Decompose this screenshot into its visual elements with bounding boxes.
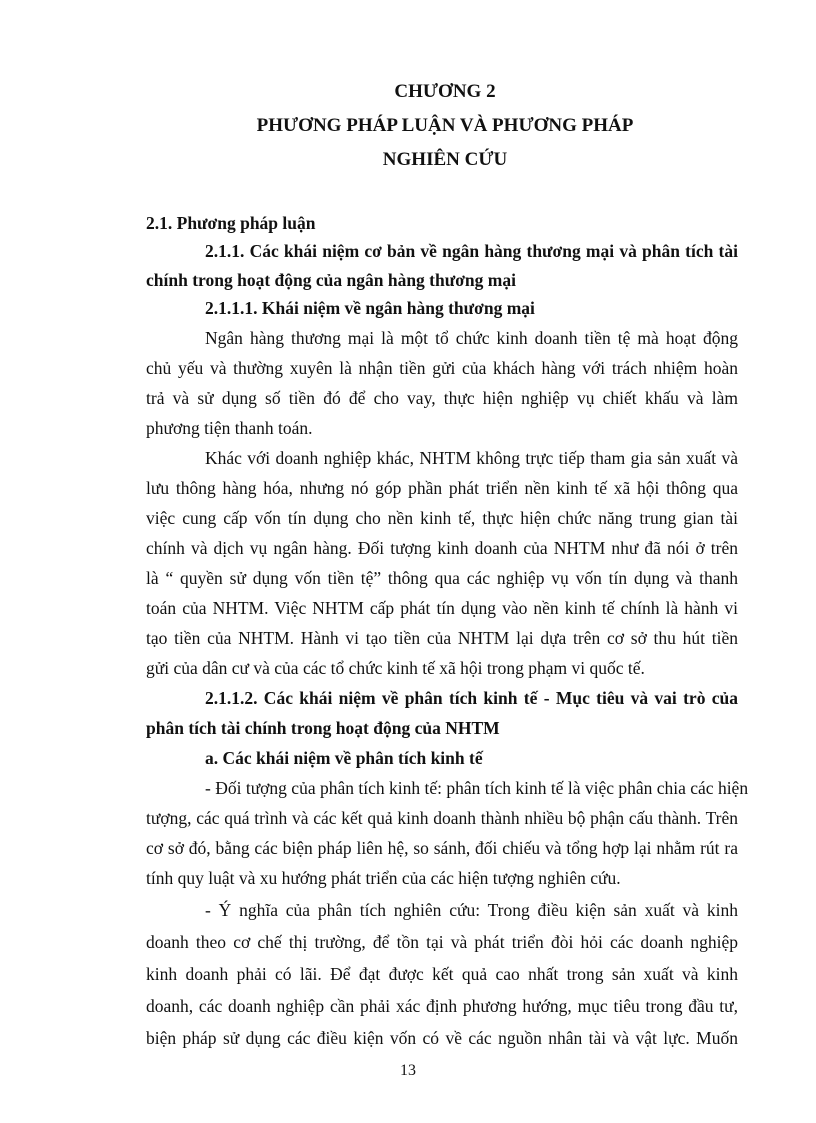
paragraph-line: Khác với doanh nghiệp khác, NHTM không trực tiếp tham gia sản xuất và xyxy=(205,448,738,468)
paragraph-line: biện pháp sử dụng các điều kiện vốn có về các nguồn nhân tài và vật lực. Muốn xyxy=(146,1028,738,1048)
section-heading-2-1-1-1: 2.1.1.1. Khái niệm về ngân hàng thương mại xyxy=(205,298,535,318)
paragraph-line: - Ý nghĩa của phân tích nghiên cứu: Trong điều kiện sản xuất và kinh xyxy=(205,900,738,920)
page-number: 13 xyxy=(400,1062,416,1079)
paragraph-line: chủ yếu và thường xuyên là nhận tiền gửi của khách hàng với trách nhiệm hoàn xyxy=(146,358,738,378)
section-heading-2-1-1-2-line-2: phân tích tài chính trong hoạt động của NHTM xyxy=(146,718,500,738)
chapter-title-line-1: PHƯƠNG PHÁP LUẬN VÀ PHƯƠNG PHÁP xyxy=(256,115,634,136)
paragraph-line: chính và dịch vụ ngân hàng. Đối tượng kinh doanh của NHTM như đã nói ở trên xyxy=(146,538,738,558)
subsection-heading-a: a. Các khái niệm về phân tích kinh tế xyxy=(205,748,483,768)
paragraph-line: lưu thông hàng hóa, nhưng nó góp phần phát triển nền kinh tế xã hội thông qua xyxy=(146,478,738,498)
section-heading-2-1: 2.1. Phương pháp luận xyxy=(146,213,316,233)
paragraph-line: là “ quyền sử dụng vốn tiền tệ” thông qua các nghiệp vụ vốn tín dụng và thanh xyxy=(146,568,738,588)
paragraph-line: việc cung cấp vốn tín dụng cho nền kinh tế, thực hiện chức năng trung gian tài xyxy=(146,508,738,528)
chapter-title-line-2: NGHIÊN CỨU xyxy=(382,149,508,170)
paragraph-line: tượng, các quá trình và các kết quả kinh doanh thành nhiều bộ phận cấu thành. Trên xyxy=(146,808,738,828)
paragraph-line: kinh doanh phải có lãi. Để đạt được kết quả cao nhất trong sản xuất và kinh xyxy=(146,964,738,984)
paragraph-line: trả và sử dụng số tiền đó để cho vay, thực hiện nghiệp vụ chiết khấu và làm xyxy=(146,388,738,408)
section-heading-2-1-1-2-line-1: 2.1.1.2. Các khái niệm về phân tích kinh tế - Mục tiêu và vai trò của xyxy=(205,688,738,708)
section-heading-2-1-1-line-2: chính trong hoạt động của ngân hàng thương mại xyxy=(146,270,516,290)
section-heading-2-1-1-line-1: 2.1.1. Các khái niệm cơ bản về ngân hàng thương mại và phân tích tài xyxy=(205,241,738,261)
paragraph-line: tính quy luật và xu hướng phát triển của các hiện tượng nghiên cứu. xyxy=(146,868,621,888)
paragraph-line: cơ sở đó, bằng các biện pháp liên hệ, so sánh, đối chiếu và tổng hợp lại nhằm rút ra xyxy=(146,838,738,858)
paragraph-line: doanh theo cơ chế thị trường, để tồn tại và phát triển đòi hỏi các doanh nghiệp xyxy=(146,932,738,952)
paragraph-line: gửi của dân cư và của các tổ chức kinh tế xã hội trong phạm vi quốc tế. xyxy=(146,658,645,678)
paragraph-line: - Đối tượng của phân tích kinh tế: phân tích kinh tế là việc phân chia các hiện xyxy=(205,778,749,798)
paragraph-line: Ngân hàng thương mại là một tổ chức kinh doanh tiền tệ mà hoạt động xyxy=(205,328,738,348)
paragraph-line: toán của NHTM. Việc NHTM cấp phát tín dụng vào nền kinh tế chính là hành vi xyxy=(146,598,738,618)
paragraph-line: doanh, các doanh nghiệp cần phải xác định phương hướng, mục tiêu trong đầu tư, xyxy=(146,996,738,1016)
chapter-number: CHƯƠNG 2 xyxy=(394,81,496,102)
paragraph-line: tạo tiền của NHTM. Hành vi tạo tiền của NHTM lại dựa trên cơ sở thu hút tiền xyxy=(146,628,738,648)
paragraph-line: phương tiện thanh toán. xyxy=(146,418,313,438)
